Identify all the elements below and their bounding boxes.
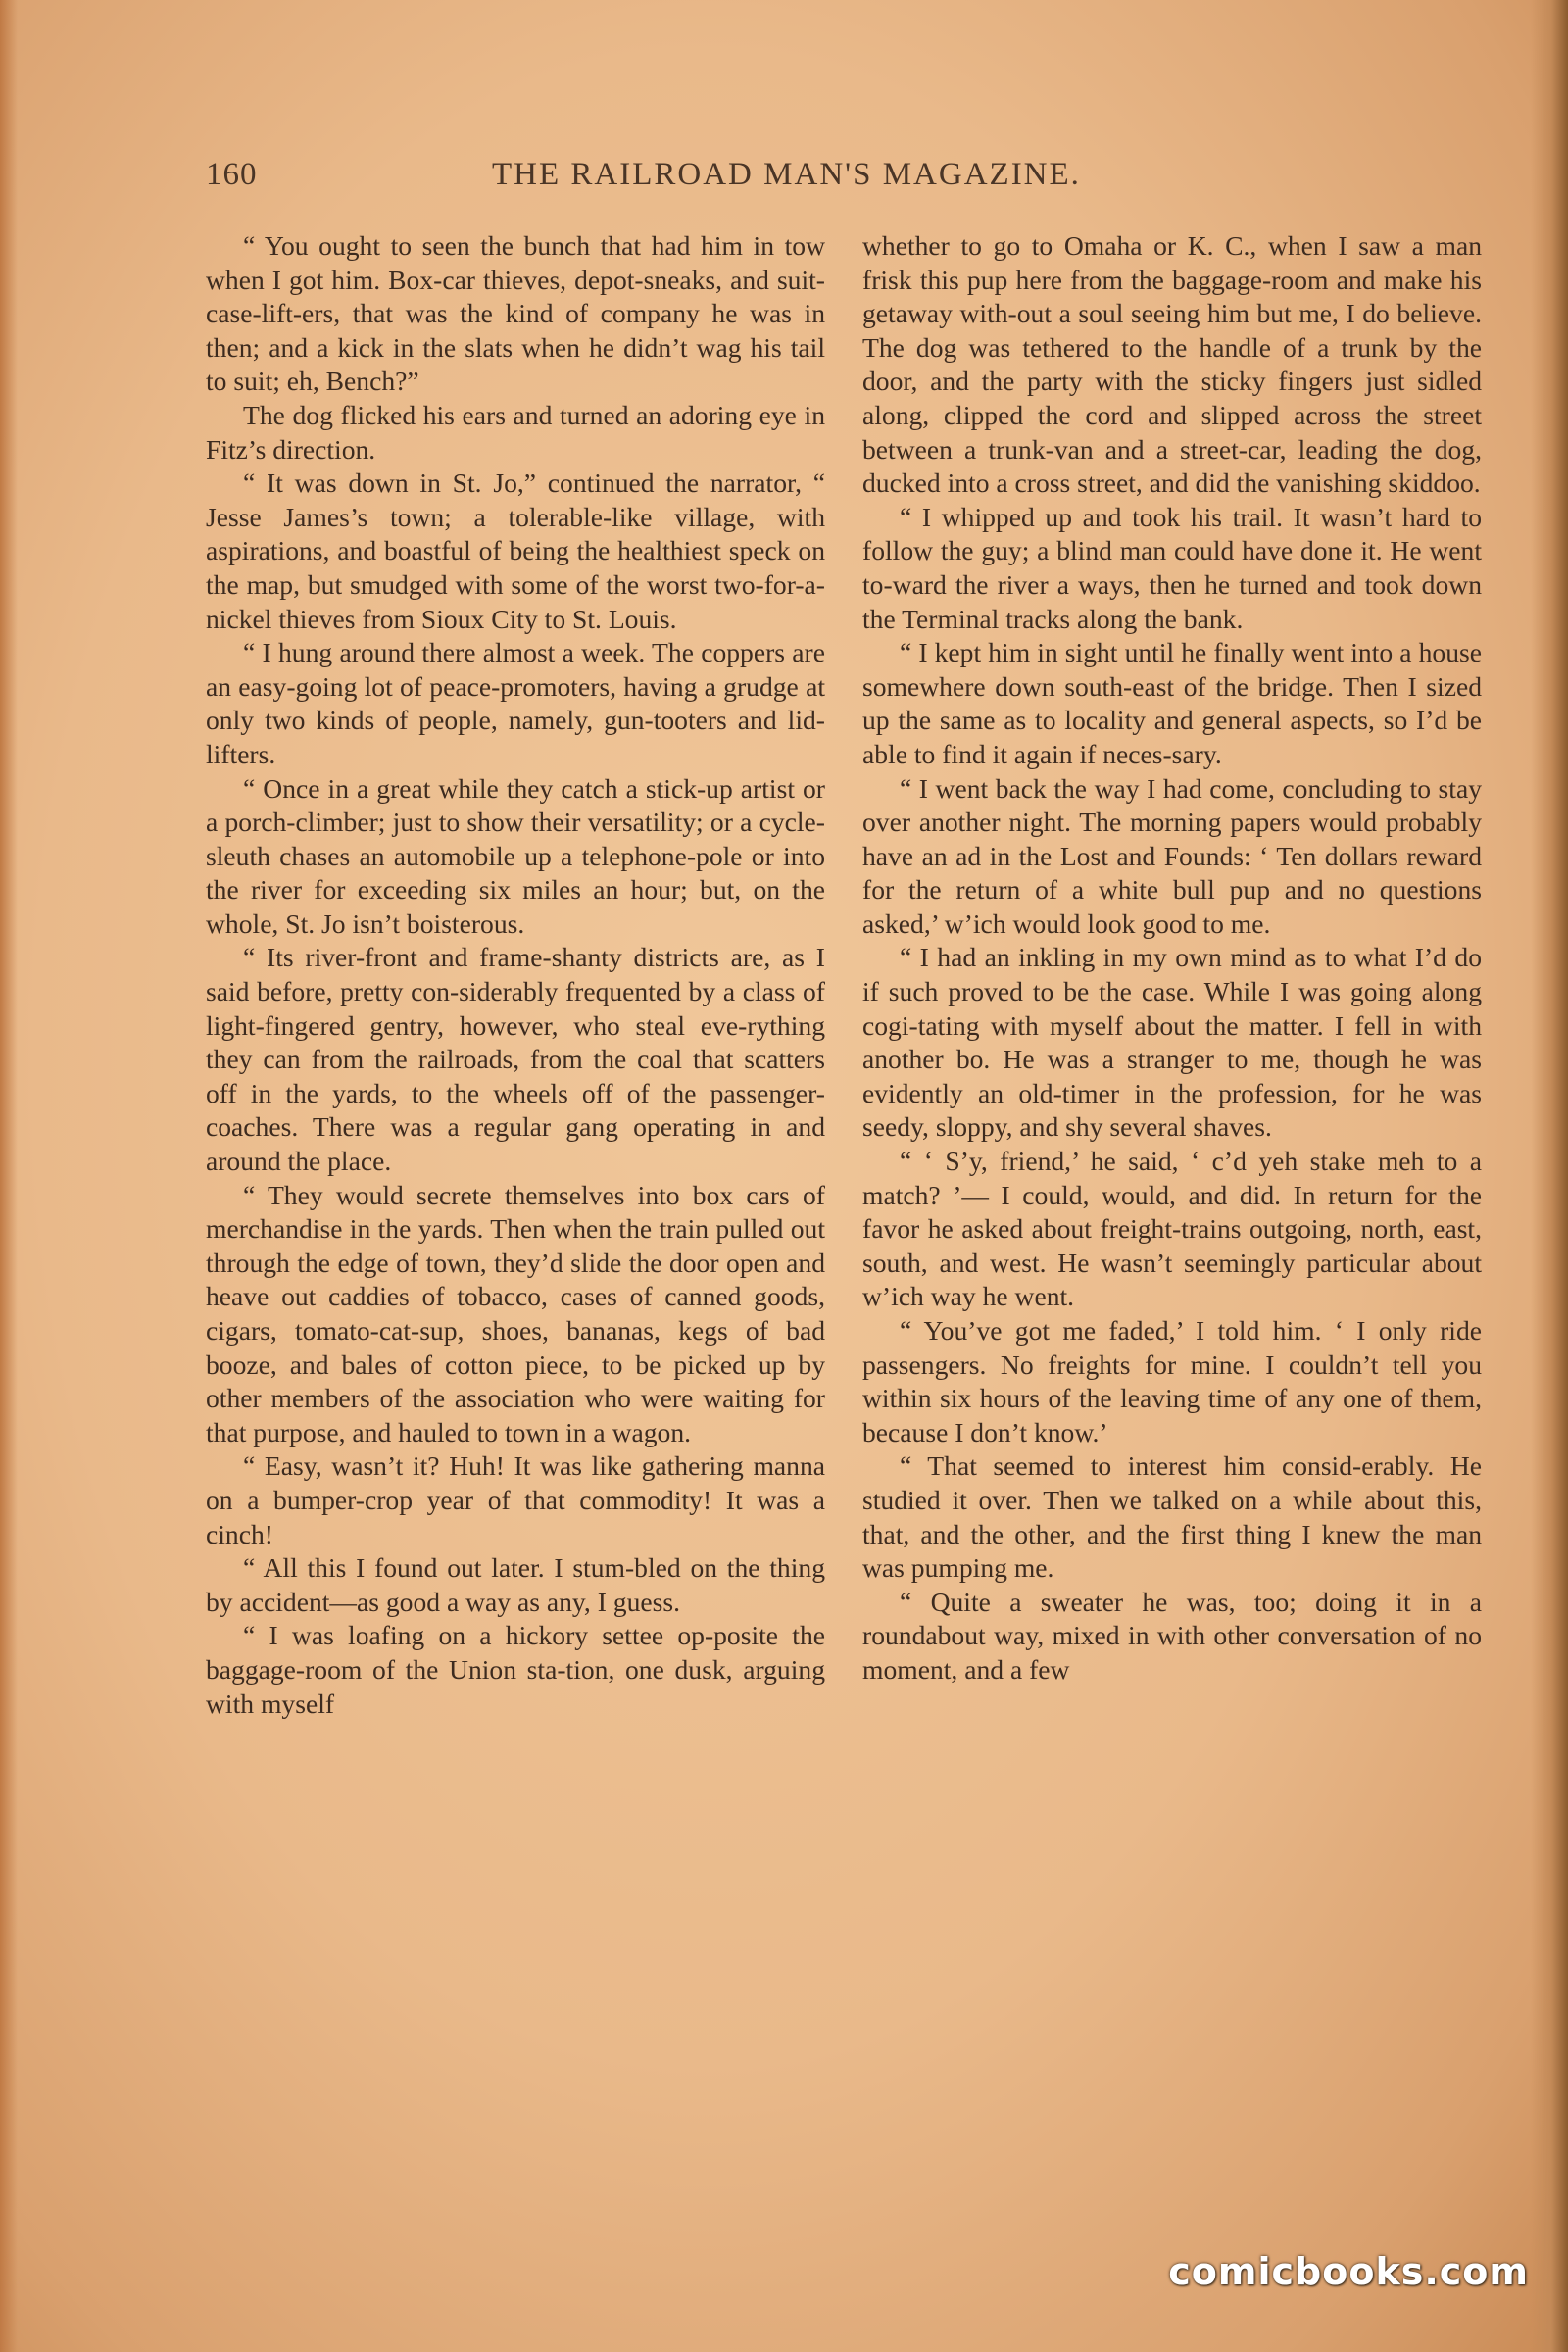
paragraph: “ I hung around there almost a week. The coppers are an easy-going lot of peace-promoters, having a grudge at only two kinds of people, namely, gun-tooters and lid-lifters. (206, 637, 825, 769)
paragraph: The dog flicked his ears and turned an adoring eye in Fitz’s direction. (206, 399, 825, 465)
paragraph: “ That seemed to interest him consid-erably. He studied it over. Then we talked on a while about this, that, and the other, and the first thing I knew the man was pumping me. (862, 1450, 1482, 1584)
paragraph: “ I had an inkling in my own mind as to what I’d do if such proved to be the case. While I was going along cogi-tating with myself about the matter. I fell in with another bo. He was a stranger to me, though he was evidently an old-timer in the profession, for he was seedy, sloppy, and shy several shaves. (862, 942, 1482, 1143)
running-title: THE RAILROAD MAN'S MAGAZINE. (492, 157, 1081, 192)
right-column (862, 229, 1482, 2199)
page-edge-right (1531, 0, 1568, 2352)
paragraph: “ Quite a sweater he was, too; doing it in a roundabout way, mixed in with other conversation of no moment, and a few (862, 1586, 1482, 1685)
paragraph: “ Easy, wasn’t it? Huh! It was like gathering manna on a bumper-crop year of that commodity! It was a cinch! (206, 1450, 825, 1549)
paragraph: “ I kept him in sight until he finally went into a house somewhere down south-east of the bridge. Then I sized up the same as to locality and general aspects, so I’d be able to find it again if neces-sary. (862, 637, 1482, 769)
article-body (206, 229, 1480, 2199)
paragraph: “ You’ve got me faded,’ I told him. ‘ I only ride passengers. No freights for mine. I couldn’t tell you within six hours of the leaving time of any one of them, because I don’t know.’ (862, 1315, 1482, 1447)
paragraph: whether to go to Omaha or K. C., when I saw a man frisk this pup here from the baggage-room and make his getaway with-out a soul seeing him but me, I do believe. The dog was tethered to the handle of a trunk by the door, and the party with the sticky fingers just sidled along, clipped the cord and slipped across the street between a trunk-van and a street-car, leading the dog, ducked into a cross street, and did the vanishing skiddoo. (862, 230, 1482, 499)
paragraph: “ All this I found out later. I stum-bled on the thing by accident—as good a way as any, I guess. (206, 1552, 825, 1617)
left-column (206, 229, 825, 2199)
paragraph: “ I went back the way I had come, concluding to stay over another night. The morning papers would probably have an ad in the Lost and Founds: ‘ Ten dollars reward for the return of a white bull pup and no questions asked,’ w’ich would look good to me. (862, 772, 1482, 939)
paragraph: “ Once in a great while they catch a stick-up artist or a porch-climber; just to show their versatility; or a cycle-sleuth chases an automobile up a telephone-pole or into the river for exceeding six miles an hour; but, on the whole, St. Jo isn’t boisterous. (206, 772, 825, 939)
paragraph: “ It was down in St. Jo,” continued the narrator, “ Jesse James’s town; a tolerable-like village, with aspirations, and boastful of being the healthiest speck on the map, but smudged with some of the worst two-for-a-nickel thieves from Sioux City to St. Louis. (206, 467, 825, 634)
paragraph: “ They would secrete themselves into box cars of merchandise in the yards. Then when the train pulled out through the edge of town, they’d slide the door open and heave out caddies of tobacco, cases of canned goods, cigars, tomato-cat-sup, shoes, bananas, kegs of bad booze, and bales of cotton piece, to be picked up by other members of the association who were waiting for that purpose, and hauled to town in a wagon. (206, 1179, 825, 1447)
paragraph: “ ‘ S’y, friend,’ he said, ‘ c’d yeh stake meh to a match? ’— I could, would, and did. In return for the favor he asked about freight-trains outgoing, north, east, south, and west. He wasn’t seemingly particular about w’ich way he went. (862, 1146, 1482, 1312)
watermark: comicbooks.com (1168, 2250, 1529, 2293)
paragraph: “ I whipped up and took his trail. It wasn’t hard to follow the guy; a blind man could have done it. He went to-ward the river a ways, then he turned and took down the Terminal tracks along the bank. (862, 501, 1482, 634)
paragraph: “ You ought to seen the bunch that had him in tow when I got him. Box-car thieves, depot-sneaks, and suit-case-lift-ers, that was the kind of company he was in then; and a kick in the slats when he didn’t wag his tail to suit; eh, Bench?” (206, 230, 825, 397)
page-header (206, 157, 1196, 206)
page-edge-left (0, 0, 18, 2352)
page-number: 160 (206, 157, 258, 192)
paragraph: “ Its river-front and frame-shanty districts are, as I said before, pretty con-siderably frequented by a class of light-fingered gentry, however, who steal eve-rything they can from the railroads, from the coal that scatters off in the yards, to the wheels off of the passenger-coaches. There was a regular gang operating in and around the place. (206, 942, 825, 1177)
paragraph: “ I was loafing on a hickory settee op-posite the baggage-room of the Union sta-tion, one dusk, arguing with myself (206, 1620, 825, 1719)
